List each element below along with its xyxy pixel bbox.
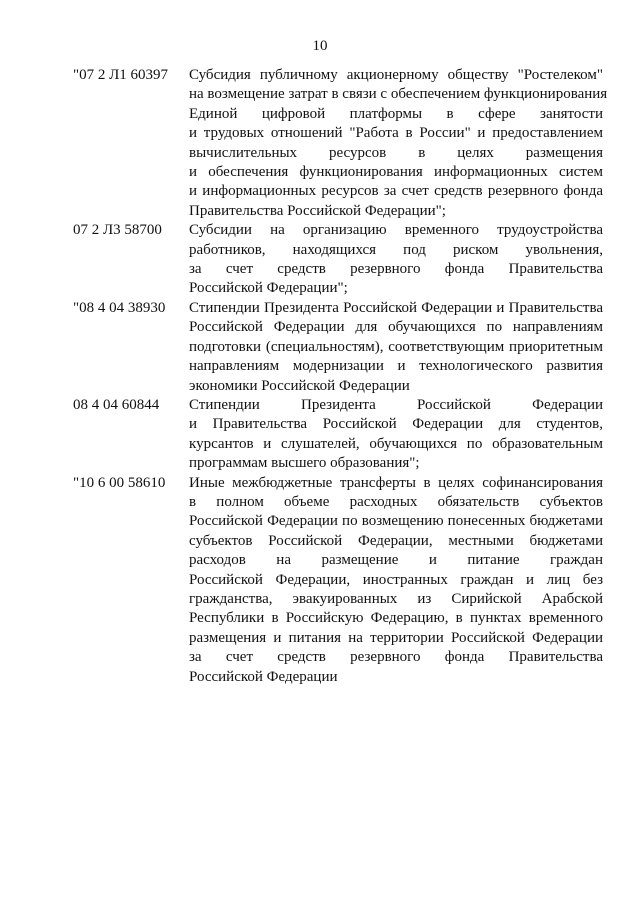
description-line: Стипендии Президента Российской Федерации <box>189 396 603 413</box>
budget-entry <box>73 396 613 474</box>
budget-entry <box>73 299 613 396</box>
description-line: и трудовых отношений "Работа в России" и предоставлением <box>189 125 603 142</box>
budget-entry <box>73 66 613 221</box>
entry-description <box>189 299 603 396</box>
entry-description <box>189 396 603 474</box>
budget-entry <box>73 474 613 687</box>
description-line: в полном объеме расходных обязательств субъектов <box>189 493 603 510</box>
entry-description <box>189 474 603 687</box>
description-line: размещения и питания на территории Российской Федерации <box>189 629 603 646</box>
description-line: Российской Федерации для обучающихся по направлениям <box>189 319 603 336</box>
budget-classification-code: "08 4 04 38930 <box>73 299 166 316</box>
description-line: Единой цифровой платформы в сфере занятости <box>189 105 603 122</box>
budget-classification-code: "10 6 00 58610 <box>73 474 166 491</box>
budget-code-list <box>73 66 613 687</box>
description-line: гражданства, эвакуированных из Сирийской Арабской <box>189 590 603 607</box>
description-line: Субсидии на организацию временного трудоустройства <box>189 222 603 239</box>
description-line: Республики в Российскую Федерацию, в пунктах временного <box>189 610 603 627</box>
description-line: программам высшего образования"; <box>189 455 420 472</box>
description-line: Стипендии Президента Российской Федерации и Правительства <box>189 299 603 316</box>
budget-classification-code: 07 2 Л3 58700 <box>73 222 162 239</box>
description-line: экономики Российской Федерации <box>189 377 410 394</box>
description-line: и Правительства Российской Федерации для студентов, <box>189 416 603 433</box>
description-line: Российской Федерации <box>189 668 338 685</box>
description-line: за счет средств резервного фонда Правительства <box>189 261 603 278</box>
description-line: субъектов Российской Федерации, местными бюджетами <box>189 532 603 549</box>
description-line: Российской Федерации, иностранных граждан и лиц без <box>189 571 603 588</box>
description-line: Российской Федерации"; <box>189 280 348 297</box>
description-line: Иные межбюджетные трансферты в целях софинансирования <box>189 474 603 491</box>
description-line: за счет средств резервного фонда Правительства <box>189 649 603 666</box>
description-line: расходов на размещение и питание граждан <box>189 552 603 569</box>
budget-classification-code: "07 2 Л1 60397 <box>73 67 169 83</box>
description-line: курсантов и слушателей, обучающихся по образовательным <box>189 435 603 452</box>
description-line: работников, находящихся под риском увольнения, <box>189 241 603 258</box>
description-line: вычислительных ресурсов в целях размещения <box>189 144 603 161</box>
description-line: Правительства Российской Федерации"; <box>189 202 446 219</box>
page-number: 10 <box>312 38 328 54</box>
description-line: подготовки (специальностям), соответствующим приоритетным <box>189 338 603 355</box>
entry-description <box>189 66 608 221</box>
budget-entry <box>73 221 613 299</box>
budget-classification-code: 08 4 04 60844 <box>73 396 160 413</box>
description-line: и обеспечения функционирования информационных систем <box>189 164 603 181</box>
description-line: Российской Федерации по возмещению понесенных бюджетами <box>189 513 603 530</box>
description-line: направлениям модернизации и технологического развития <box>189 358 603 375</box>
entry-description <box>189 221 603 299</box>
description-line: Субсидия публичному акционерному обществу "Ростелеком" <box>189 67 603 83</box>
description-line: на возмещение затрат в связи с обеспечением функционирования <box>189 86 608 103</box>
description-line: и информационных ресурсов за счет средств резервного фонда <box>189 183 603 200</box>
